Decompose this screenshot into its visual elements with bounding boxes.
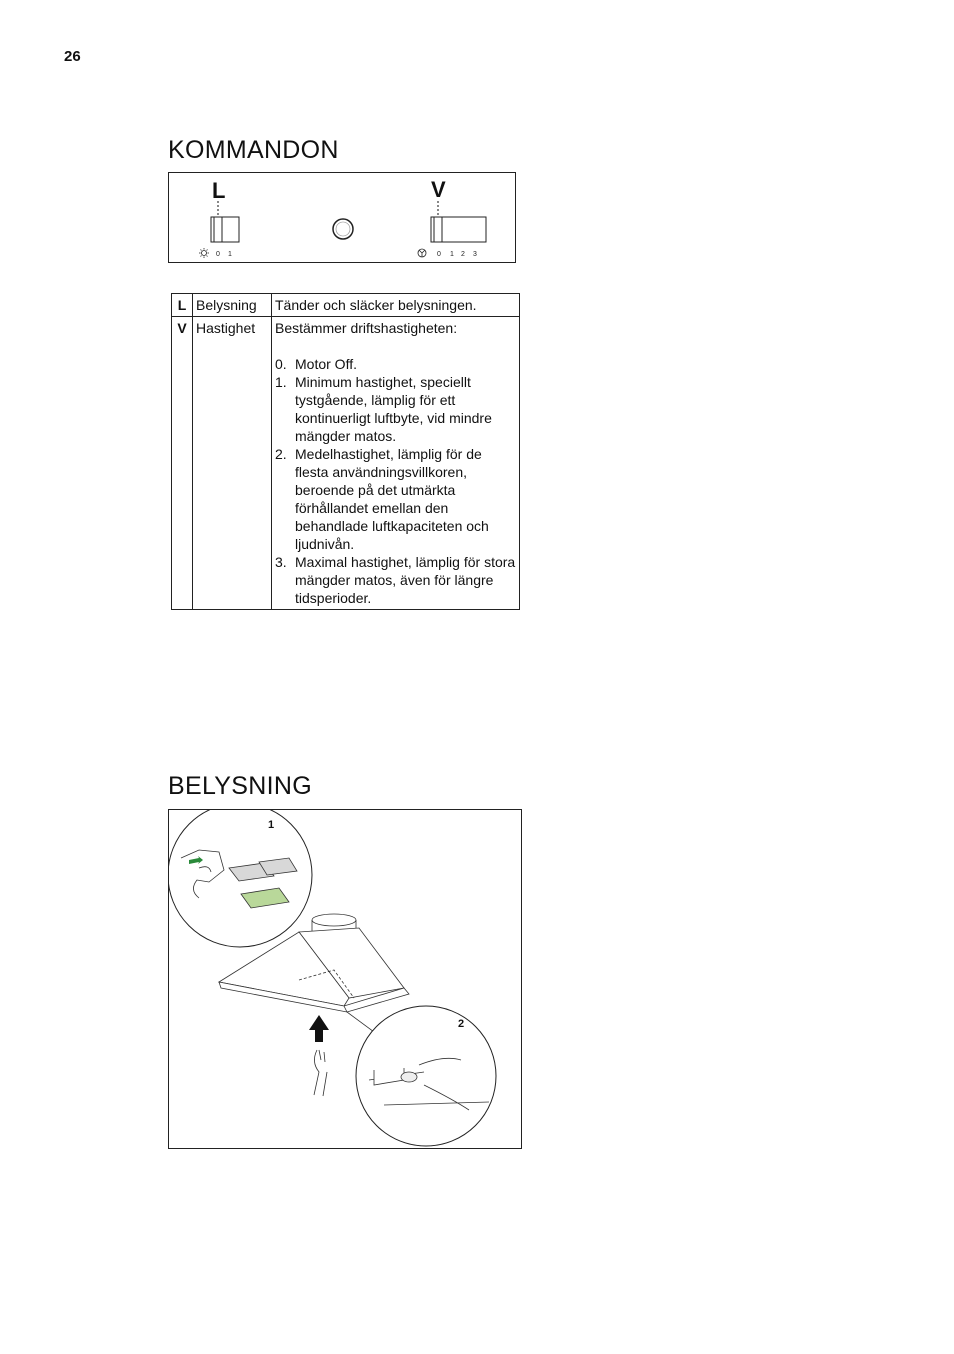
speed-switch-label: V <box>431 177 446 202</box>
speed-switch[interactable] <box>431 217 486 242</box>
section-title-belysning: BELYSNING <box>168 772 312 800</box>
list-item <box>275 445 516 553</box>
hand-up-icon <box>314 1050 327 1096</box>
list-item-number: 1. <box>275 374 287 390</box>
control-description-cell <box>272 317 520 610</box>
list-item-number: 2. <box>275 446 287 462</box>
table-row <box>172 317 520 610</box>
light-scale-0: 0 <box>216 251 220 258</box>
speed-list <box>275 355 516 607</box>
lighting-illustration <box>168 809 522 1149</box>
controls-table <box>171 293 520 610</box>
speed-scale-3: 3 <box>473 251 477 258</box>
table-row <box>172 294 520 317</box>
callout-2: 2 <box>458 1018 465 1030</box>
control-key: L <box>172 294 193 317</box>
light-icon <box>199 248 209 258</box>
indicator-lamp <box>333 219 353 239</box>
list-item-text: Motor Off. <box>295 356 357 372</box>
list-item-number: 3. <box>275 554 287 570</box>
list-item <box>275 553 516 607</box>
speed-scale-1: 1 <box>450 251 454 258</box>
light-scale-1: 1 <box>228 251 232 258</box>
list-item-number: 0. <box>275 356 287 372</box>
list-item-text: Medelhastighet, lämplig för de flesta användningsvillkoren, beroende på det utmärkta förhållandet emellan den behandlade luftkapaciteten och ljudnivån. <box>295 446 489 552</box>
control-panel-diagram <box>168 172 516 263</box>
speed-scale-0: 0 <box>437 251 441 258</box>
control-key: V <box>172 317 193 610</box>
up-arrow-icon <box>309 1015 329 1042</box>
section-title-kommandon: KOMMANDON <box>168 136 339 164</box>
detail-circle-2 <box>356 1006 496 1146</box>
fan-icon <box>418 249 426 257</box>
list-item <box>275 355 516 373</box>
detail-circle-1 <box>169 810 312 947</box>
control-name: Belysning <box>193 294 272 317</box>
list-item <box>275 373 516 445</box>
light-switch-label: L <box>212 178 226 203</box>
light-switch[interactable] <box>211 217 239 242</box>
control-description: Bestämmer driftshastigheten: <box>275 320 458 336</box>
control-name: Hastighet <box>193 317 272 610</box>
callout-1: 1 <box>268 819 275 831</box>
list-item-text: Minimum hastighet, speciellt tystgående, lämplig för ett kontinuerligt luftbyte, vid mindre mängder matos. <box>295 374 492 444</box>
speed-scale-2: 2 <box>461 251 465 258</box>
page-number: 26 <box>64 48 81 65</box>
control-description: Tänder och släcker belysningen. <box>272 294 520 317</box>
list-item-text: Maximal hastighet, lämplig för stora mängder matos, även för längre tidsperioder. <box>295 554 516 606</box>
